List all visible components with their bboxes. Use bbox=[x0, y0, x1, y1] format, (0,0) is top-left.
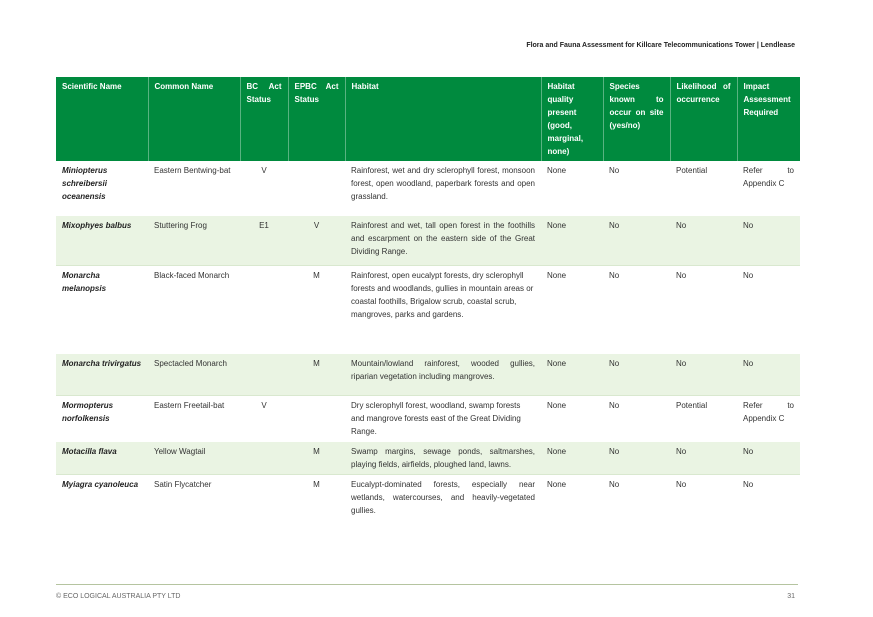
cell-epbc-status bbox=[288, 395, 345, 441]
cell-likelihood: No bbox=[670, 353, 737, 395]
cell-impact: No bbox=[737, 265, 800, 353]
cell-habitat: Dry sclerophyll forest, woodland, swamp forests and mangrove forests east of the Great Dividing Range. bbox=[345, 395, 541, 441]
cell-likelihood: No bbox=[670, 215, 737, 265]
cell-epbc-status: M bbox=[288, 353, 345, 395]
cell-epbc-status: M bbox=[288, 441, 345, 474]
cell-likelihood: No bbox=[670, 265, 737, 353]
cell-common-name: Black-faced Monarch bbox=[148, 265, 240, 353]
cell-habitat-quality: None bbox=[541, 395, 603, 441]
cell-habitat: Swamp margins, sewage ponds, saltmarshes, playing fields, airfields, ploughed land, lawns. bbox=[345, 441, 541, 474]
cell-habitat-quality: None bbox=[541, 265, 603, 353]
cell-habitat: Rainforest, wet and dry sclerophyll forest, monsoon forest, open woodland, paperbark forests and open grassland. bbox=[345, 161, 541, 215]
cell-species-known: No bbox=[603, 353, 670, 395]
cell-bc-status: E1 bbox=[240, 215, 288, 265]
table-row bbox=[56, 441, 800, 474]
species-assessment-table bbox=[56, 77, 800, 521]
cell-species-known: No bbox=[603, 395, 670, 441]
document-header-title: Flora and Fauna Assessment for Killcare Telecommunications Tower | Lendlease bbox=[526, 42, 795, 49]
cell-common-name: Yellow Wagtail bbox=[148, 441, 240, 474]
cell-bc-status: V bbox=[240, 161, 288, 215]
cell-scientific-name: Miniopterus schreibersii oceanensis bbox=[56, 161, 148, 215]
col-header-habitat: Habitat bbox=[345, 77, 541, 161]
footer-divider bbox=[56, 584, 798, 585]
cell-species-known: No bbox=[603, 265, 670, 353]
table-row bbox=[56, 353, 800, 395]
cell-likelihood: Potential bbox=[670, 161, 737, 215]
cell-habitat: Rainforest, open eucalypt forests, dry sclerophyll forests and woodlands, gullies in mountain areas or coastal foothills, Brigalow scrub, coastal scrub, mangroves, parks and gardens. bbox=[345, 265, 541, 353]
cell-scientific-name: Monarcha trivirgatus bbox=[56, 353, 148, 395]
cell-epbc-status: M bbox=[288, 474, 345, 520]
cell-habitat-quality: None bbox=[541, 353, 603, 395]
cell-impact: Refer to Appendix C bbox=[737, 161, 800, 215]
cell-common-name: Stuttering Frog bbox=[148, 215, 240, 265]
cell-bc-status bbox=[240, 265, 288, 353]
col-header-habitat-quality: Habitat quality present (good, marginal, none) bbox=[541, 77, 603, 161]
col-header-impact-assessment: Impact Assessment Required bbox=[737, 77, 800, 161]
col-header-common-name: Common Name bbox=[148, 77, 240, 161]
cell-habitat: Eucalypt-dominated forests, especially near wetlands, watercourses, and heavily-vegetated gullies. bbox=[345, 474, 541, 520]
cell-scientific-name: Motacilla flava bbox=[56, 441, 148, 474]
col-header-epbc-act-status: EPBC Act Status bbox=[288, 77, 345, 161]
cell-likelihood: Potential bbox=[670, 395, 737, 441]
cell-species-known: No bbox=[603, 441, 670, 474]
cell-likelihood: No bbox=[670, 474, 737, 520]
cell-epbc-status bbox=[288, 161, 345, 215]
cell-scientific-name: Monarcha melanopsis bbox=[56, 265, 148, 353]
cell-species-known: No bbox=[603, 161, 670, 215]
cell-habitat: Rainforest and wet, tall open forest in the foothills and escarpment on the eastern side of the Great Dividing Range. bbox=[345, 215, 541, 265]
cell-scientific-name: Mixophyes balbus bbox=[56, 215, 148, 265]
cell-epbc-status: V bbox=[288, 215, 345, 265]
table-row bbox=[56, 161, 800, 215]
cell-common-name: Eastern Freetail-bat bbox=[148, 395, 240, 441]
table-row bbox=[56, 265, 800, 353]
cell-impact: Refer to Appendix C bbox=[737, 395, 800, 441]
cell-bc-status bbox=[240, 353, 288, 395]
cell-impact: No bbox=[737, 441, 800, 474]
cell-impact: No bbox=[737, 353, 800, 395]
cell-scientific-name: Mormopterus norfolkensis bbox=[56, 395, 148, 441]
col-header-scientific-name: Scientific Name bbox=[56, 77, 148, 161]
footer-copyright: © ECO LOGICAL AUSTRALIA PTY LTD bbox=[56, 593, 181, 600]
cell-impact: No bbox=[737, 474, 800, 520]
cell-likelihood: No bbox=[670, 441, 737, 474]
table-row bbox=[56, 395, 800, 441]
table-header-row bbox=[56, 77, 800, 161]
table-row bbox=[56, 474, 800, 520]
cell-species-known: No bbox=[603, 215, 670, 265]
col-header-species-known: Species known to occur on site (yes/no) bbox=[603, 77, 670, 161]
page-number: 31 bbox=[787, 593, 795, 600]
cell-habitat-quality: None bbox=[541, 161, 603, 215]
cell-habitat-quality: None bbox=[541, 215, 603, 265]
col-header-bc-act-status: BC Act Status bbox=[240, 77, 288, 161]
cell-common-name: Satin Flycatcher bbox=[148, 474, 240, 520]
cell-species-known: No bbox=[603, 474, 670, 520]
cell-bc-status bbox=[240, 474, 288, 520]
cell-habitat-quality: None bbox=[541, 474, 603, 520]
cell-common-name: Spectacled Monarch bbox=[148, 353, 240, 395]
cell-bc-status bbox=[240, 441, 288, 474]
col-header-likelihood: Likelihood of occurrence bbox=[670, 77, 737, 161]
cell-bc-status: V bbox=[240, 395, 288, 441]
cell-epbc-status: M bbox=[288, 265, 345, 353]
cell-scientific-name: Myiagra cyanoleuca bbox=[56, 474, 148, 520]
cell-common-name: Eastern Bentwing-bat bbox=[148, 161, 240, 215]
cell-habitat: Mountain/lowland rainforest, wooded gullies, riparian vegetation including mangroves. bbox=[345, 353, 541, 395]
cell-impact: No bbox=[737, 215, 800, 265]
table-row bbox=[56, 215, 800, 265]
cell-habitat-quality: None bbox=[541, 441, 603, 474]
